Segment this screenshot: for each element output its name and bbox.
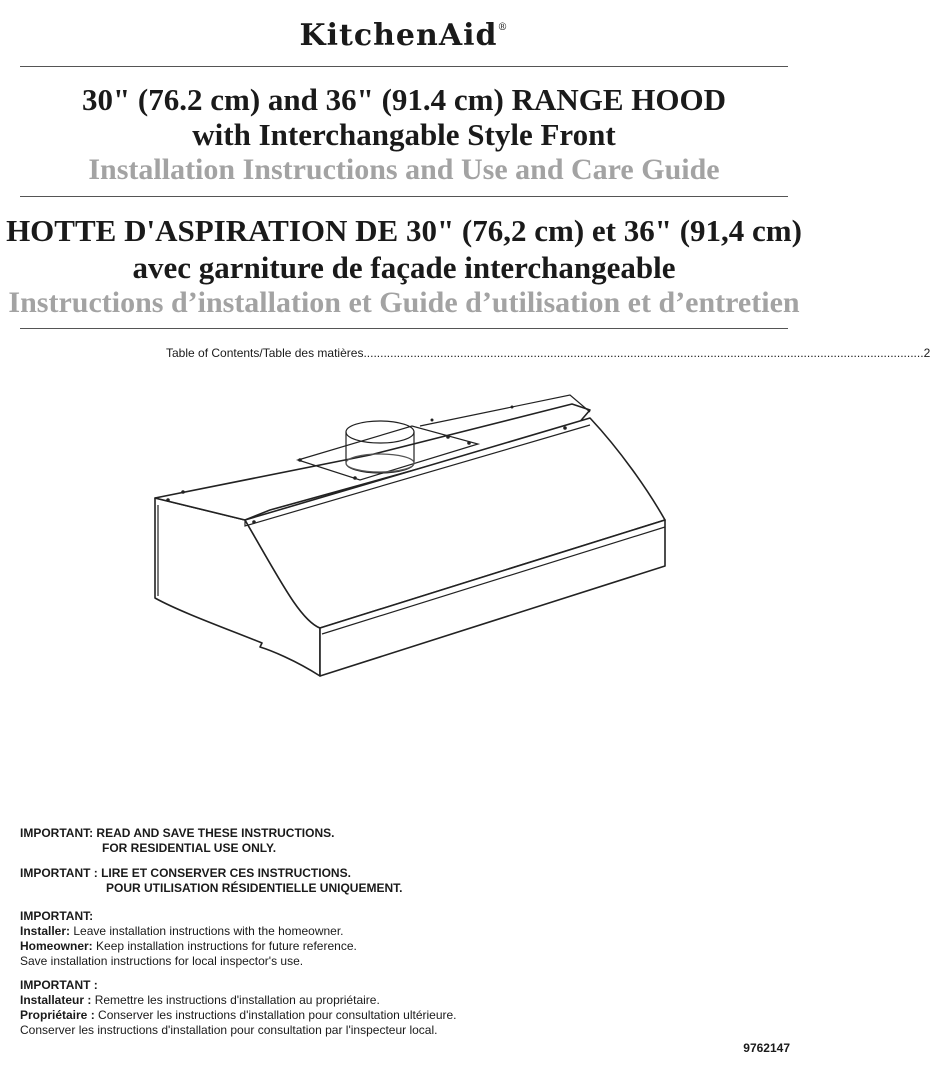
fr-installer-text: Remettre les instructions d'installation au propriétaire. — [91, 993, 380, 1007]
fr-owner-label: Propriétaire : — [20, 1008, 95, 1022]
english-title-line2: with Interchangable Style Front — [192, 117, 616, 152]
notice-fr-line2: POUR UTILISATION RÉSIDENTIELLE UNIQUEMENT. — [106, 881, 403, 895]
en-homeowner-text: Keep installation instructions for future reference. — [92, 939, 357, 953]
en-important-heading: IMPORTANT: — [20, 909, 94, 923]
registered-mark: ® — [497, 22, 509, 33]
french-title-line1: HOTTE D'ASPIRATION DE 30" (76,2 cm) et 36" (91,4 cm) — [6, 213, 802, 248]
en-inspector-text: Save installation instructions for local inspector's use. — [20, 954, 304, 968]
fr-installer-label: Installateur : — [20, 993, 92, 1007]
notice-important-english — [20, 826, 520, 856]
en-homeowner-label: Homeowner: — [20, 939, 93, 953]
brand-name: KitchenAid — [299, 18, 498, 53]
instructions-french — [20, 978, 520, 1038]
en-installer-label: Installer: — [20, 924, 71, 938]
document-number: 9762147 — [743, 1041, 790, 1055]
notice-important-french — [20, 866, 520, 896]
instructions-english — [20, 909, 520, 969]
fr-important-heading: IMPORTANT : — [20, 978, 98, 992]
notice-en-line1: IMPORTANT: READ AND SAVE THESE INSTRUCTIONS. — [20, 826, 335, 840]
notice-fr-line1: IMPORTANT : LIRE ET CONSERVER CES INSTRUCTIONS. — [20, 866, 351, 880]
fr-owner-text: Conserver les instructions d'installation pour consultation ultérieure. — [94, 1008, 457, 1022]
toc-label: Table of Contents/Table des matières — [166, 346, 364, 360]
fr-inspector-text: Conserver les instructions d'installation pour consultation par l'inspecteur local. — [20, 1023, 438, 1037]
english-subtitle: Installation Instructions and Use and Care Guide — [88, 153, 720, 186]
toc-page-number: 2 — [923, 346, 930, 360]
english-title-line1: 30" (76.2 cm) and 36" (91.4 cm) RANGE HOOD — [81, 82, 727, 117]
notice-en-line2: FOR RESIDENTIAL USE ONLY. — [102, 841, 277, 855]
french-title-line2: avec garniture de façade interchangeable — [132, 250, 676, 285]
en-installer-text: Leave installation instructions with the homeowner. — [70, 924, 344, 938]
toc-leader-dots: ........................................................................................................................................................................ — [363, 346, 924, 360]
french-subtitle: Instructions d’installation et Guide d’utilisation et d’entretien — [8, 286, 800, 319]
